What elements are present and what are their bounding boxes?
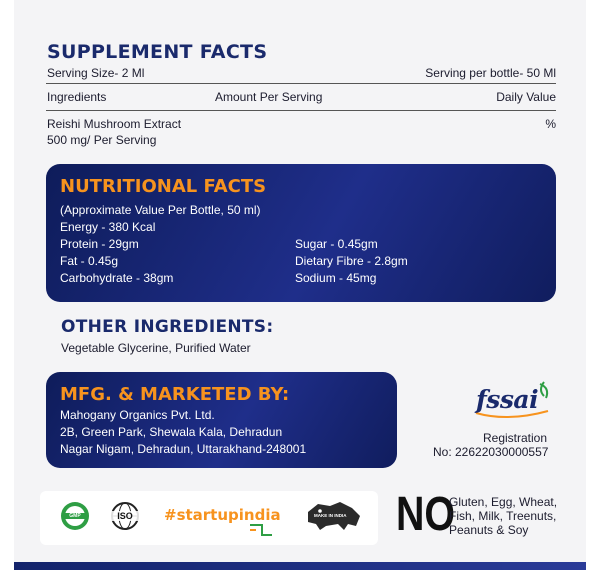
supplement-title: SUPPLEMENT FACTS: [47, 41, 268, 63]
carbohydrate-value: Carbohydrate - 38gm: [60, 271, 174, 285]
column-ingredients: Ingredients: [47, 90, 107, 104]
gmp-text: GMP: [69, 513, 81, 519]
protein-value: Protein - 29gm: [60, 237, 139, 251]
divider: [46, 83, 556, 84]
column-amount: Amount Per Serving: [215, 90, 323, 104]
column-daily-value: Daily Value: [496, 90, 556, 104]
ingredient-daily-value: %: [545, 117, 556, 131]
other-ingredients-text: Vegetable Glycerine, Purified Water: [61, 341, 251, 355]
iso-text: ISO: [110, 511, 140, 521]
other-ingredients-title: OTHER INGREDIENTS:: [61, 317, 274, 337]
fibre-value: Dietary Fibre - 2.8gm: [295, 254, 408, 268]
registration-number: No: 22622030000557: [433, 445, 549, 459]
registration-label: Registration: [483, 431, 548, 445]
certification-badges: [40, 491, 378, 545]
mfg-company: Mahogany Organics Pvt. Ltd.: [60, 408, 215, 422]
allergen-line-1: Gluten, Egg, Wheat,: [449, 495, 558, 509]
nutrition-box: [46, 164, 556, 302]
serving-size: Serving Size- 2 Ml: [47, 66, 145, 80]
sodium-value: Sodium - 45mg: [295, 271, 377, 285]
footer-bar: [14, 562, 586, 570]
nutrition-title: NUTRITIONAL FACTS: [60, 176, 267, 197]
mfg-title: MFG. & MARKETED BY:: [60, 384, 290, 405]
iso-badge: [110, 501, 140, 531]
allergen-line-2: Fish, Milk, Treenuts,: [449, 509, 557, 523]
nutrition-subtitle: (Approximate Value Per Bottle, 50 ml): [60, 203, 261, 217]
energy-value: Energy - 380 Kcal: [60, 220, 156, 234]
make-in-india-text: MAKE IN INDIA: [314, 513, 347, 518]
startup-india-arrow-icon: [248, 523, 274, 537]
sugar-value: Sugar - 0.45gm: [295, 237, 378, 251]
fat-value: Fat - 0.45g: [60, 254, 119, 268]
mfg-address-line2: Nagar Nigam, Dehradun, Uttarakhand-248001: [60, 442, 307, 456]
make-in-india-logo: [304, 500, 364, 532]
no-allergens-label: NO: [396, 488, 456, 541]
ingredient-name: Reishi Mushroom Extract: [47, 117, 182, 131]
gmp-badge: [60, 501, 90, 531]
startup-india-logo: #startupindia: [164, 506, 281, 524]
divider: [46, 110, 556, 111]
allergen-line-3: Peanuts & Soy: [449, 523, 529, 537]
fssai-logo-text: fssai: [476, 385, 539, 414]
ingredient-amount: 500 mg/ Per Serving: [47, 133, 157, 147]
mfg-box: [46, 372, 397, 468]
fssai-logo: [468, 380, 558, 422]
mfg-address-line1: 2B, Green Park, Shewala Kala, Dehradun: [60, 425, 283, 439]
serving-per-bottle: Serving per bottle- 50 Ml: [425, 66, 556, 80]
